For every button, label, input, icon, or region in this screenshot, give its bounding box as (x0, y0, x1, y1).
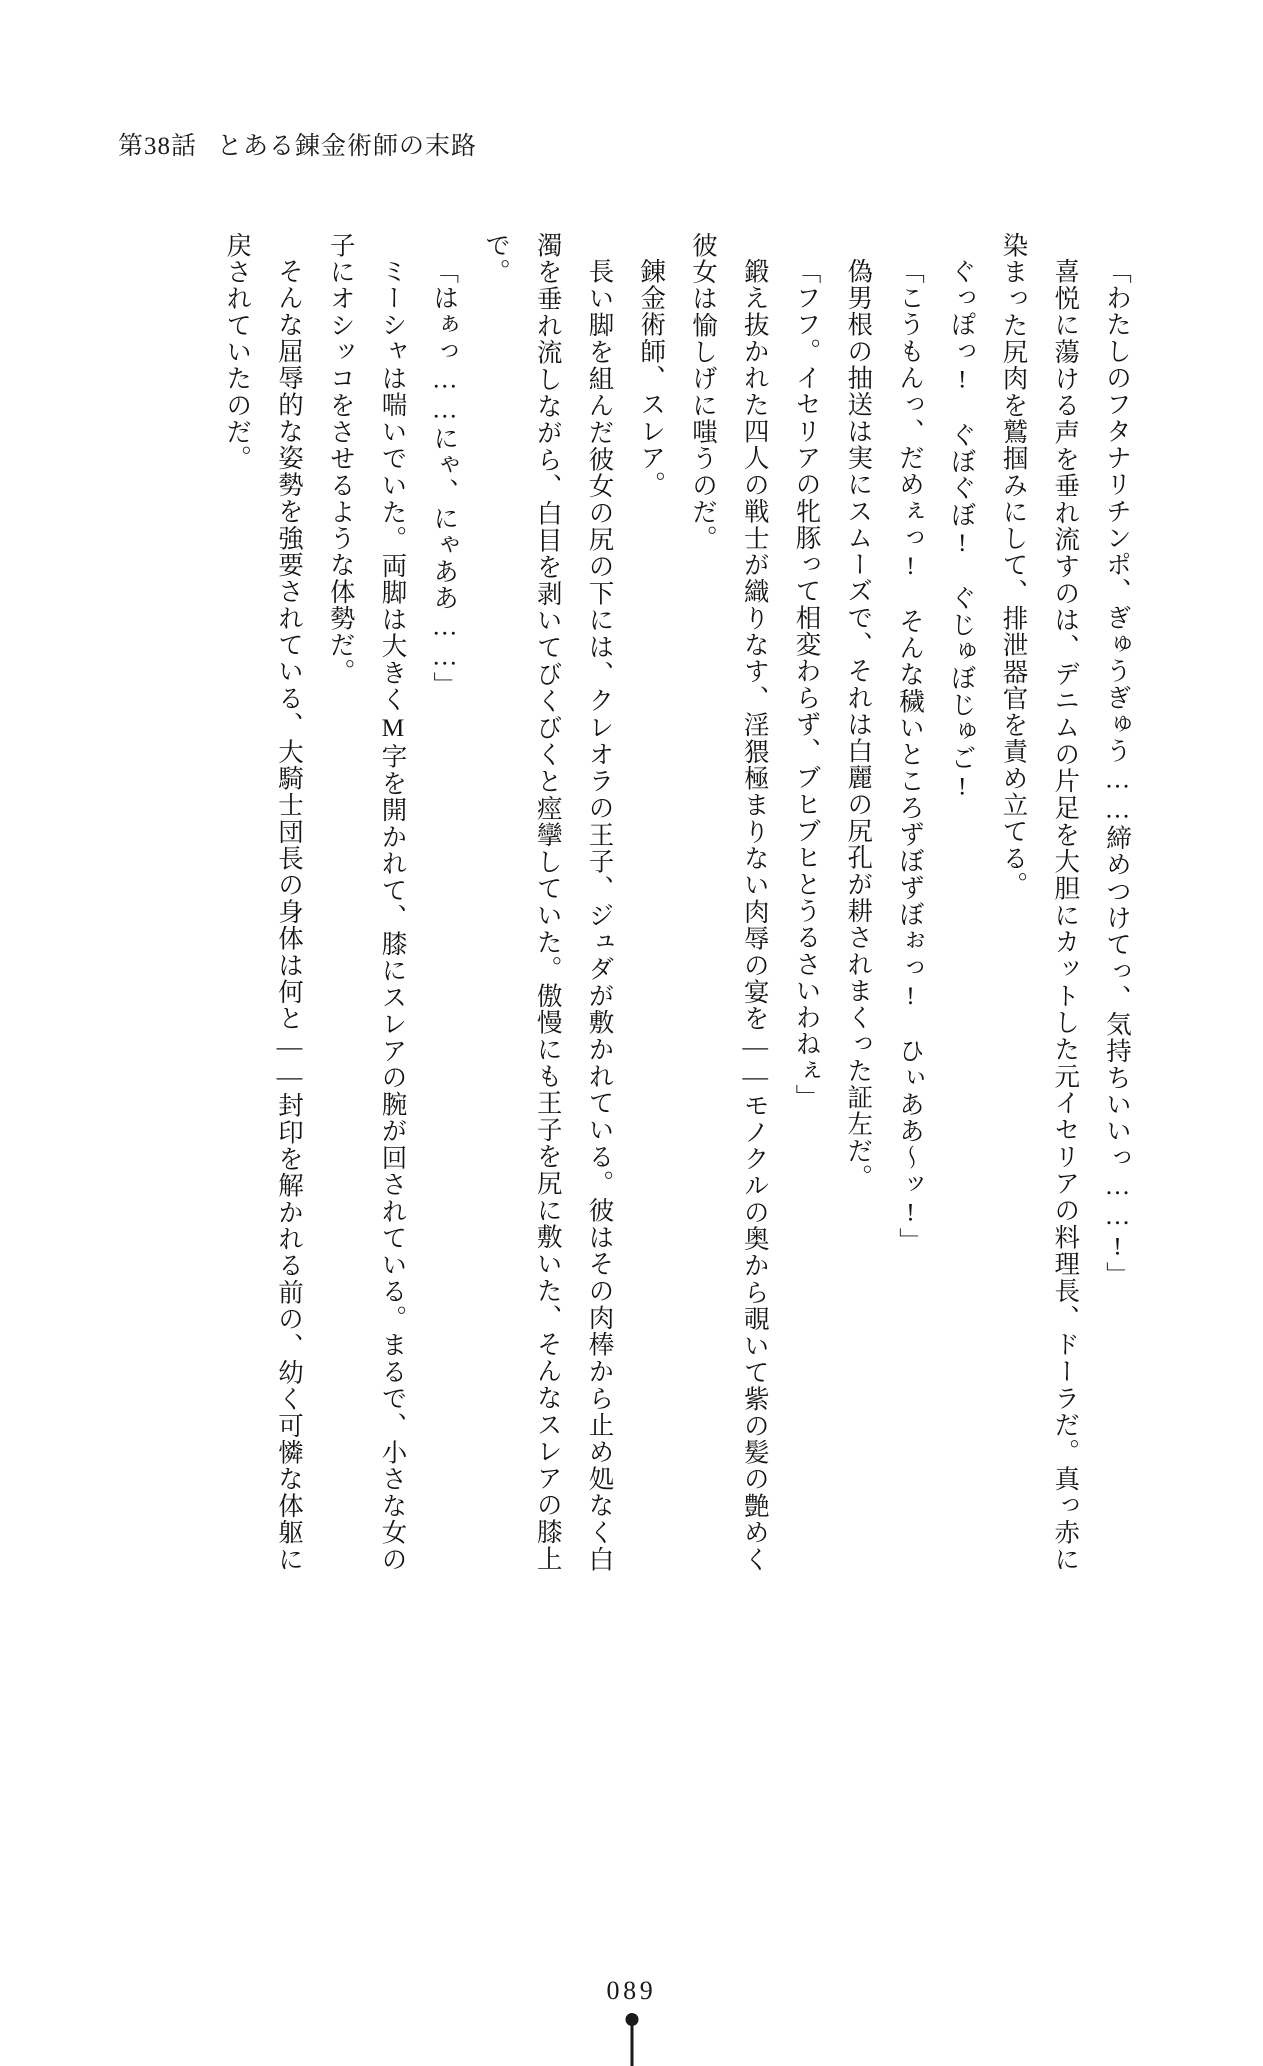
body-paragraph: 「はぁっ……にゃ、にゃああ……」 (430, 257, 460, 698)
body-paragraph: 「わたしのフタナリチンポ、ぎゅうぎゅう……締めつけてっ、気持ちいいっ……!」 (1103, 257, 1132, 1288)
body-paragraph: 鍛え抜かれた四人の戦士が織りなす、淫猥極まりない肉辱の宴を——モノクルの奥から覗いて紫の髪の艶めく彼女は愉しげに嗤うのだ。 (689, 232, 770, 1572)
running-head (118, 126, 477, 162)
binding-line-mark (630, 2020, 633, 2066)
body-paragraph: 長い脚を組んだ彼女の尻の下には、クレオラの王子、ジュダが敷かれている。彼はその肉棒から止め処なく白濁を垂れ流しながら、白目を剥いてびくびくと痙攣していた。傲慢にも王子を尻に敷いた、そんなスレアの膝上で。 (482, 232, 615, 1572)
body-text (133, 232, 1143, 1572)
body-paragraph: 「フフ。イセリアの牝豚って相変わらず、ブヒブヒとうるさいわねぇ」 (792, 257, 822, 1111)
body-paragraph: ぐっぽっ! ぐぼぐぼ! ぐじゅぼじゅご! (947, 257, 977, 801)
body-paragraph: そんな屈辱的な姿勢を強要されている、大騎士団長の身体は何と——封印を解かれる前の、幼く可憐な体躯に戻されていたのだ。 (223, 232, 304, 1572)
body-paragraph: 錬金術師、スレア。 (637, 257, 667, 498)
body-paragraph: 偽男根の抽送は実にスムーズで、それは白麗の尻孔が耕されまくった証左だ。 (844, 257, 874, 1191)
page-number: 089 (606, 1976, 657, 2005)
running-head-chapter-title: とある錬金術師の末路 (217, 133, 478, 160)
body-paragraph: 「こうもんっ、だめぇっ! そんな穢いところずぼずぼぉっ! ひぃああ〜ッ!」 (896, 257, 925, 1254)
running-head-chapter-number: 第38話 (118, 133, 198, 160)
body-paragraph: 喜悦に蕩ける声を垂れ流すのは、デニムの片足を大胆にカットした元イセリアの料理長、ドーラだ。真っ赤に染まった尻肉を鷲掴みにして、排泄器官を責め立てる。 (999, 232, 1081, 1572)
body-paragraph: ミーシャは喘いでいた。両脚は大きくM字を開かれて、膝にスレアの腕が回されている。まるで、小さな女の子にオシッコをさせるような体勢だ。 (326, 232, 408, 1572)
